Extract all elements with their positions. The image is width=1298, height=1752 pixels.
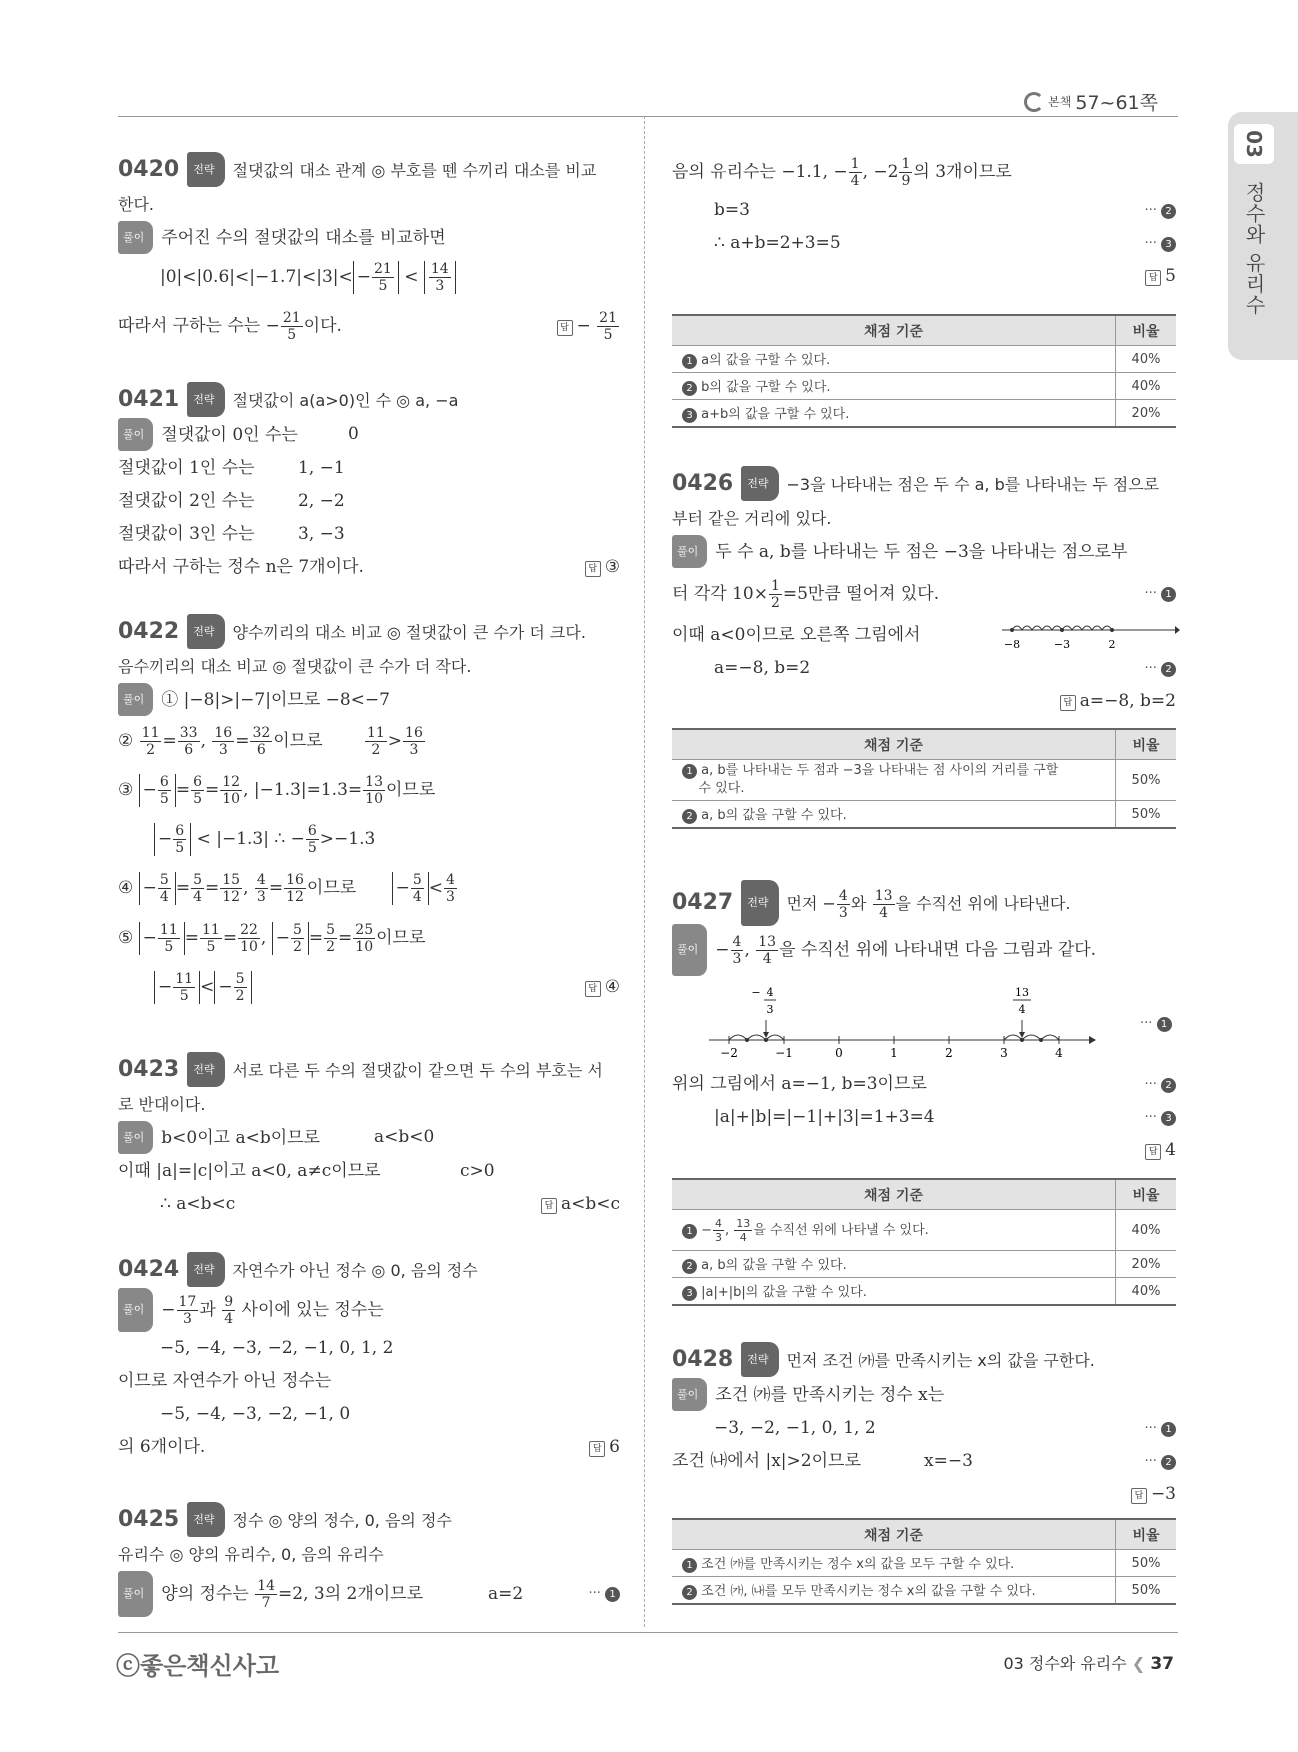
chevron-left-icon: ❮	[1131, 1654, 1146, 1673]
solution-tag: 풀이	[118, 418, 153, 451]
criteria-table-0427: 채점 기준 비율 1 − $\frac{4}{3}$ , $\frac{13}{4}$ 을 수직선 위에 나타낼 수 있다. 40% 2 a, b의 값을 구할 수 있다. 20% 3 |a|+|b|의 값을 구할 수 있다. 40%	[672, 1178, 1176, 1306]
answer: 답 − $\frac{21}{5}$	[557, 303, 620, 349]
problem-number: 0428	[672, 1347, 734, 1372]
strategy-tag: 전략	[187, 614, 224, 649]
choice-5: ⑤ − $\frac{11}{5}$ = $\frac{11}{5}$ = $\frac{22}{10}$ , − $\frac{5}{2}$ = $\frac{5}{2}$ = $\frac{25}{10}$ 이므로	[118, 922, 426, 955]
problem-0420	[118, 152, 620, 349]
answer-mark-icon: 답	[541, 1198, 557, 1214]
problem-number: 0420	[118, 157, 180, 182]
top-frame-line	[118, 116, 1178, 137]
choice-2: ② $\frac{11}{2}$ = $\frac{33}{6}$ , $\frac{16}{3}$ = $\frac{32}{6}$ 이므로 $\frac{11}{2}$ > $\frac{16}{3}$	[118, 725, 423, 758]
strategy-text: −3을 나타내는 점은 두 수 a, b를 나타내는 두 점으로	[786, 475, 1160, 494]
problem-number: 0423	[118, 1057, 180, 1082]
problem-0427: 0427 전략 먼저 − $\frac{4}{3}$ 와 $\frac{13}{4}$ 을 수직선 위에 나타낸다. 풀이 − $\frac{4}{3}$ , $\frac{13}{4}$ 을 수직선 위에 나타내면 다음 그림과 같다.	[672, 880, 1176, 976]
page-range-header	[1024, 88, 1158, 115]
strategy-text: 자연수가 아닌 정수 ◎ 0, 음의 정수	[232, 1261, 478, 1280]
marker-label: 13	[1015, 986, 1029, 999]
solution-tag: 풀이	[118, 1288, 153, 1332]
number-line-0427	[704, 982, 1104, 1060]
step-marker-2: ··· 2	[1144, 1445, 1176, 1478]
answer-mark-icon: 답	[585, 981, 601, 997]
strategy-tag: 전략	[187, 1252, 224, 1287]
answer: 답 a=−8, b=2	[1060, 685, 1176, 718]
publisher-logo: ⓒ좋은책신사고	[116, 1652, 280, 1680]
problem-0427-cont: 위의 그림에서 a=−1, b=3이므로 ··· 2 |a|+|b|=|−1|+|3|=1+3=4 ··· 3 답 4	[672, 1068, 1176, 1167]
strategy-tag: 전략	[187, 1052, 224, 1087]
step-marker-1: ··· 1	[588, 1571, 620, 1617]
answer: 답 6	[589, 1431, 620, 1464]
solution-tag: 풀이	[118, 683, 153, 716]
answer-mark-icon: 답	[557, 320, 573, 336]
column-separator	[644, 116, 645, 1627]
step-marker-1: ··· 1	[1144, 569, 1176, 619]
strategy-text: 양수끼리의 대소 비교 ◎ 절댓값이 큰 수가 더 크다.	[232, 623, 586, 642]
step-marker-1: ··· 1	[1144, 1412, 1176, 1445]
problem-number: 0425	[118, 1507, 180, 1532]
step-marker-2: ··· 2	[1144, 652, 1176, 685]
strategy-tag: 전략	[187, 152, 224, 187]
answer-mark-icon: 답	[1060, 695, 1076, 711]
problem-0421: 0421 전략 절댓값이 a(a>0)인 수 ◎ a, −a 풀이 절댓값이 0인 수는 0 절댓값이 1인 수는 1, −1 절댓값이 2인 수는 2, −2 절댓값이 3인 수는 3, −3 따라서 구하는 정수 n은 7개이다. 답 ③	[118, 382, 620, 584]
inequality-line: |0|<|0.6|<|−1.7|<|3|<− $\frac{21}{5}$ < $\frac{14}{3}$	[118, 255, 620, 299]
answer: 답 a<b<c	[541, 1188, 620, 1221]
problem-0425: 0425 전략 정수 ◎ 양의 정수, 0, 음의 정수 유리수 ◎ 양의 유리수, 0, 음의 유리수 풀이 양의 정수는 $\frac{14}{7}$ =2, 3의 2개이므로 a=2 ··· 1	[118, 1502, 620, 1617]
marker-label: 4	[766, 986, 774, 999]
marker-label: 3	[766, 1003, 774, 1016]
strategy-tag: 전략	[187, 1502, 224, 1537]
solution-line: 주어진 수의 절댓값의 대소를 비교하면	[161, 228, 446, 248]
problem-number: 0422	[118, 619, 180, 644]
solution-tag: 풀이	[672, 924, 707, 976]
page-range: 57~61쪽	[1075, 92, 1158, 114]
answer-mark-icon: 답	[1145, 270, 1161, 286]
answer: 답 4	[1145, 1134, 1176, 1167]
choice-4: ④ − $\frac{5}{4}$ = $\frac{5}{4}$ = $\frac{15}{12}$ , $\frac{4}{3}$ = $\frac{16}{12}$ 이므로 − $\frac{5}{4}$ < $\frac{4}{3}$	[118, 872, 455, 905]
step-marker-3: ··· 3	[1144, 1101, 1176, 1134]
tick-label: 2	[945, 1046, 953, 1060]
strategy-tag: 전략	[741, 880, 778, 926]
problem-number: 0424	[118, 1257, 180, 1282]
tick-label: −8	[1003, 638, 1021, 651]
choice-3: ③ − $\frac{6}{5}$ = $\frac{6}{5}$ = $\frac{12}{10}$ , |−1.3|=1.3= $\frac{13}{10}$ 이므로	[118, 774, 436, 807]
problem-0428: 0428 전략 먼저 조건 ㈎를 만족시키는 x의 값을 구한다. 풀이 조건 ㈎를 만족시키는 정수 x는 −3, −2, −1, 0, 1, 2 ··· 1 조건 ㈏에서 |x|>2이므로 x=−3 ··· 2 답 −3	[672, 1342, 1176, 1511]
answer: 답 ④	[585, 963, 620, 1011]
problem-number: 0427	[672, 890, 734, 915]
chapter-number: 03	[1234, 124, 1274, 164]
strategy-tag: 전략	[187, 382, 224, 417]
step-marker-3: ··· 3	[1144, 227, 1176, 260]
book-label: 본책	[1048, 95, 1072, 109]
answer-mark-icon: 답	[585, 561, 601, 577]
solution-tag: 풀이	[118, 1571, 153, 1617]
tick-label: 3	[1000, 1046, 1008, 1060]
criteria-table-0428: 채점 기준 비율 1 조건 ㈎를 만족시키는 정수 x의 값을 모두 구할 수 있다. 50% 2 조건 ㈎, ㈏를 모두 만족시키는 정수 x의 값을 구할 수 있다. 50%	[672, 1518, 1176, 1605]
strategy-text-cont: 한다.	[118, 195, 154, 214]
strategy-text: 서로 다른 두 수의 절댓값이 같으면 두 수의 부호는 서	[232, 1061, 603, 1080]
answer-mark-icon: 답	[1131, 1488, 1147, 1504]
tick-label: 2	[1108, 638, 1116, 651]
tick-label: 4	[1055, 1046, 1063, 1060]
choice-3-cont: − $\frac{6}{5}$ < |−1.3| ∴ − $\frac{6}{5}$ >−1.3	[118, 815, 620, 863]
step-marker-2: ··· 2	[1144, 1068, 1176, 1101]
tick-label: 1	[890, 1046, 898, 1060]
problem-0426: 0426 전략 −3을 나타내는 점은 두 수 a, b를 나타내는 두 점으로 부터 같은 거리에 있다. 풀이 두 수 a, b를 나타내는 두 점은 −3을 나타내는 점으로부 터 각각 10× $\frac{1}{2}$ =5만큼 떨어져 있다. ··· 1 이때 a<0이므로 오른쪽 그림에서 a=−8, b=2 ··· 2 답 a=−8, b=2	[672, 466, 1176, 718]
problem-number: 0421	[118, 387, 180, 412]
solution-tag: 풀이	[672, 535, 707, 568]
problem-0424: 0424 전략 자연수가 아닌 정수 ◎ 0, 음의 정수 풀이 − $\frac{17}{3}$ 과 $\frac{9}{4}$ 사이에 있는 정수는 −5, −4, −3, −2, −1, 0, 1, 2 이므로 자연수가 아닌 정수는 −5, −4, −3, −2, −1, 0 의 6개이다. 답 6	[118, 1252, 620, 1464]
choice-5-cont: − $\frac{11}{5}$ < − $\frac{5}{2}$ 답 ④	[118, 963, 620, 1011]
footer-chapter: 03 정수와 유리수	[1003, 1654, 1127, 1673]
solution-tag: 풀이	[118, 221, 153, 254]
footer-line	[118, 1632, 1178, 1633]
answer: 답 5	[1145, 260, 1176, 293]
page-footer	[1003, 1651, 1174, 1674]
answer: 답 ③	[585, 551, 620, 584]
problem-0422: 0422 전략 양수끼리의 대소 비교 ◎ 절댓값이 큰 수가 더 크다. 음수끼리의 대소 비교 ◎ 절댓값이 큰 수가 더 작다. 풀이 ① |−8|>|−7|이므로 −8<−7 ② $\frac{11}{2}$ = $\frac{33}{6}$ , $\frac{16}{3}$ = $\frac{32}{6}$ 이므로 $\frac{11}{2}$ > $\frac{16}{3}$ ③ − $\frac{6}{5}$ = $\frac{6}{5}$ = $\frac{12}{10}$ , |−1.3|=1.3= $\frac{13}{10}$ 이므로 − $\frac{6}{5}$ < |−1.3| ∴ − $\frac{6}{5}$ >−1.3 ④ − $\frac{5}{4}$ = $\frac{5}{4}$ = $\frac{15}{12}$ , $\frac{4}{3}$ = $\frac{16}{12}$ 이므로 − $\frac{5}{4}$ < $\frac{4}{3}$ ⑤ − $\frac{11}{5}$ = $\frac{11}{5}$ = $\frac{22}{10}$ , − $\frac{5}{2}$ = $\frac{5}{2}$ = $\frac{25}{10}$ 이므로 − $\frac{11}{5}$ < − $\frac{5}{2}$ 답 ④	[118, 614, 620, 1011]
answer-mark-icon: 답	[589, 1441, 605, 1457]
strategy-text: 정수 ◎ 양의 정수, 0, 음의 정수	[232, 1511, 452, 1530]
tick-label: −1	[775, 1046, 793, 1060]
strategy-text: 절댓값이 a(a>0)인 수 ◎ a, −a	[232, 391, 459, 410]
return-arrow-icon	[1024, 92, 1044, 112]
problem-0423: 0423 전략 서로 다른 두 수의 절댓값이 같으면 두 수의 부호는 서 로 반대이다. 풀이 b<0이고 a<b이므로 a<b<0 이때 |a|=|c|이고 a<0, a≠c이므로 c>0 ∴ a<b<c 답 a<b<c	[118, 1052, 620, 1221]
tick-label: −2	[720, 1046, 738, 1060]
step-marker-1: ··· 1	[1140, 1016, 1172, 1032]
number-line-0426	[1000, 616, 1180, 652]
page-number: 37	[1150, 1654, 1174, 1674]
problem-number: 0426	[672, 471, 734, 496]
problem-0425-cont: 음의 유리수는 −1.1, − $\frac{1}{4}$ , −2 $\frac{1}{9}$ 의 3개이므로 b=3 ··· 2 ∴ a+b=2+3=5 ··· 3 답 5	[672, 150, 1176, 293]
conclusion-line: 따라서 구하는 수는 − $\frac{21}{5}$ 이다. 답 − $\frac{21}{5}$	[118, 303, 620, 349]
tick-label: −3	[1053, 638, 1071, 651]
marker-label: −	[751, 986, 761, 999]
answer: 답 −3	[1131, 1478, 1176, 1511]
tick-label: 0	[835, 1046, 843, 1060]
solution-tag: 풀이	[118, 1121, 153, 1154]
criteria-table-0425: 채점 기준 비율 1 a의 값을 구할 수 있다. 40% 2 b의 값을 구할 수 있다. 40% 3 a+b의 값을 구할 수 있다. 20%	[672, 314, 1176, 428]
criteria-table-0426: 채점 기준 비율 1 a, b를 나타내는 두 점과 −3을 나타내는 점 사이의 거리를 구할 수 있다. 50% 2 a, b의 값을 구할 수 있다. 50%	[672, 728, 1176, 829]
answer-mark-icon: 답	[1145, 1144, 1161, 1160]
chapter-title: 정수와 유리수	[1242, 182, 1266, 316]
strategy-tag: 전략	[741, 1342, 778, 1377]
solution-tag: 풀이	[672, 1378, 707, 1411]
strategy-text: 절댓값의 대소 관계 ◎ 부호를 뗀 수끼리 대소를 비교	[232, 161, 597, 180]
marker-label: 4	[1018, 1003, 1026, 1016]
strategy-tag: 전략	[741, 466, 778, 501]
strategy-text: 먼저 조건 ㈎를 만족시키는 x의 값을 구한다.	[786, 1351, 1095, 1370]
step-marker-2: ··· 2	[1144, 194, 1176, 227]
chapter-tab	[1228, 112, 1298, 360]
